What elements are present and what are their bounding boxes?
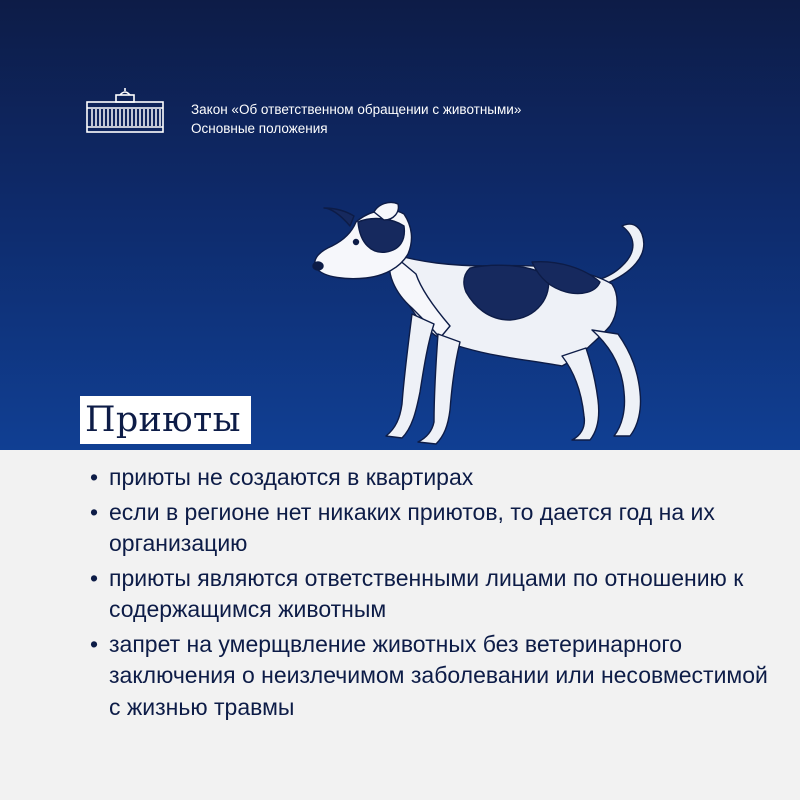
bullet: •	[90, 630, 99, 657]
dog-illustration	[300, 196, 680, 450]
law-subtitle: Основные положения	[191, 121, 328, 136]
header-text	[191, 100, 521, 138]
list-item-text: запрет на умерщвление животных без ветеринарного заключения о неизлечимом заболевании или несовместимой с жизнью травмы	[109, 630, 768, 720]
list-item	[90, 563, 780, 626]
list-item-text: приюты не создаются в квартирах	[109, 464, 474, 490]
bullet: •	[90, 464, 99, 490]
bullet: •	[90, 498, 99, 525]
bullet: •	[90, 564, 99, 591]
parliament-building-icon	[86, 88, 164, 134]
section-title-box	[80, 396, 251, 444]
list-item	[90, 629, 780, 724]
list-item	[90, 497, 780, 560]
list-item	[90, 462, 780, 494]
list-item-text: приюты являются ответственными лицами по отношению к содержащимся животным	[109, 564, 744, 622]
provisions-list	[90, 462, 780, 726]
law-title: Закон «Об ответственном обращении с животными»	[191, 102, 522, 117]
list-item-text: если в регионе нет никаких приютов, то дается год на их организацию	[109, 498, 715, 556]
section-title: Приюты	[85, 400, 241, 440]
